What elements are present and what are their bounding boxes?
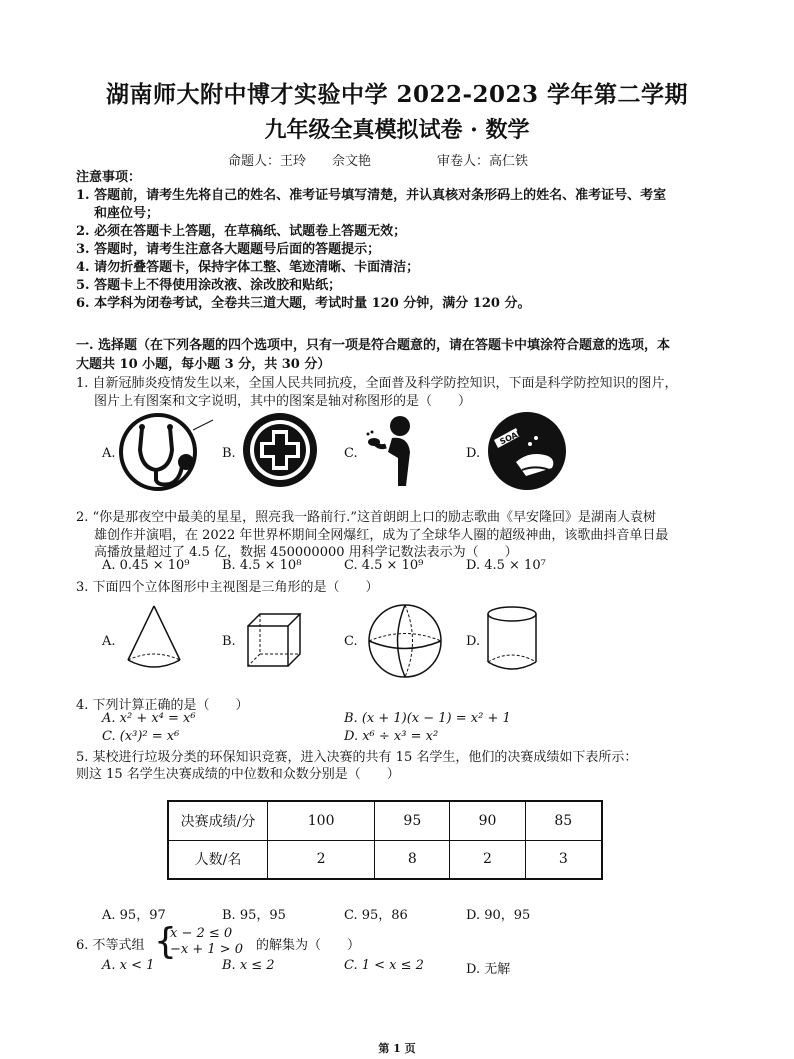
cough-person-icon <box>364 412 424 488</box>
question-5-stem-cont: 则这 15 名学生决赛成绩的中位数和众数分别是（ ） <box>76 767 400 782</box>
reviewer-line: 审卷人：高仁铁 <box>437 154 529 169</box>
notice-item: 3. 答题时，请考生注意各大题题号后面的答题提示； <box>76 242 381 257</box>
q2-option-d: D. 4.5 × 10⁷ <box>466 558 546 573</box>
cylinder-shape <box>484 604 540 674</box>
soap-label: SOAP <box>498 427 525 447</box>
q3-label-a: A. <box>102 634 116 649</box>
question-2-stem-cont: 高播放量超过了 4.5 亿，数据 450000000 用科学记数法表示为（ ） <box>94 545 518 560</box>
section-heading-cont: 大题共 10 小题，每小题 3 分，共 30 分） <box>76 357 331 372</box>
section-heading: 一. 选择题（在下列各题的四个选项中，只有一项是符合题意的，请在答题卡中填涂符合题意的选项，本 <box>76 338 671 353</box>
cone-shape <box>124 602 184 672</box>
table-cell: 90 <box>450 801 525 840</box>
q5-option-d: D. 90，95 <box>466 908 531 923</box>
q6-option-c: C. 1 < x ≤ 2 <box>344 958 424 973</box>
stethoscope-icon <box>118 410 218 492</box>
q4-option-d: D. x⁶ ÷ x³ = x² <box>344 729 439 744</box>
q2-option-c: C. 4.5 × 10⁹ <box>344 558 424 573</box>
q1-label-b: B. <box>222 446 236 461</box>
question-4-stem: 4. 下列计算正确的是（ ） <box>76 698 249 713</box>
exam-title: 湖南师大附中博才实验中学 2022-2023 学年第二学期 <box>105 81 689 108</box>
q3-label-b: B. <box>222 634 236 649</box>
handwash-icon <box>486 410 568 492</box>
table-row <box>168 840 602 879</box>
q1-label-c: C. <box>344 446 358 461</box>
cube-shape <box>244 610 304 670</box>
q6-option-d: D. 无解 <box>466 962 511 977</box>
notice-item: 4. 请勿折叠答题卡，保持字体工整、笔迹清晰、卡面清洁； <box>76 260 420 275</box>
question-3-stem: 3. 下面四个立体图形中主视图是三角形的是（ ） <box>76 580 379 595</box>
notice-item: 5. 答题卡上不得使用涂改液、涂改胶和贴纸； <box>76 278 342 293</box>
table-cell: 95 <box>375 801 450 840</box>
notice-title: 注意事项： <box>76 170 142 185</box>
question-1-stem-cont: 图片上有图案和文字说明，其中的图案是轴对称图形的是（ ） <box>94 394 472 409</box>
notice-item: 2. 必须在答题卡上答题，在草稿纸、试题卷上答题无效； <box>76 224 407 239</box>
q2-option-b: B. 4.5 × 10⁸ <box>222 558 302 573</box>
question-2-stem: 2. “你是那夜空中最美的星星，照亮我一路前行.”这首朗朗上口的励志歌曲《早安隆回》是湖南人袁树 <box>76 510 656 525</box>
q3-label-c: C. <box>344 634 358 649</box>
question-1-stem: 1. 自新冠肺炎疫情发生以来，全国人民共同抗疫，全面普及科学防控知识，下面是科学防控知识的图片， <box>76 376 678 391</box>
table-cell: 85 <box>525 801 602 840</box>
table-cell: 2 <box>268 840 375 879</box>
q1-label-a: A. <box>102 446 116 461</box>
exam-subtitle: 九年级全真模拟试卷 · 数学 <box>264 117 530 143</box>
inequality-2: −x + 1 > 0 <box>170 942 244 957</box>
question-6-prefix: 6. 不等式组 <box>76 938 145 953</box>
q5-option-c: C. 95，86 <box>344 908 408 923</box>
q4-option-b: B. (x + 1)(x − 1) = x² + 1 <box>344 711 511 726</box>
q5-option-a: A. 95，97 <box>102 908 166 923</box>
q1-label-d: D. <box>466 446 481 461</box>
notice-item: 6. 本学科为闭卷考试，全卷共三道大题，考试时量 120 分钟，满分 120 分。 <box>76 296 531 311</box>
brace-icon: { <box>154 921 177 962</box>
q4-option-a: A. x² + x⁴ = x⁶ <box>102 711 196 726</box>
q5-option-b: B. 95，95 <box>222 908 286 923</box>
table-cell: 100 <box>268 801 375 840</box>
table-cell: 决赛成绩/分 <box>168 801 268 840</box>
question-5-stem: 5. 某校进行垃圾分类的环保知识竞赛，进入决赛的共有 15 名学生，他们的决赛成绩如下表所示： <box>76 750 638 765</box>
question-2-stem-cont: 雄创作并演唱，在 2022 年世界杯期间全网爆红，成为了全球华人圈的超级神曲，该歌曲抖音单日最 <box>94 528 669 543</box>
table-cell: 3 <box>525 840 602 879</box>
sphere-shape <box>366 602 444 680</box>
page-number: 第 1 页 <box>378 1042 416 1055</box>
q6-option-b: B. x ≤ 2 <box>222 958 275 973</box>
table-row <box>168 801 602 840</box>
author-line: 命题人：王玲 佘文艳 <box>228 154 372 169</box>
notice-item: 1. 答题前，请考生先将自己的姓名、准考证号填写清楚，并认真核对条形码上的姓名、准考证号、考室 <box>76 188 667 203</box>
question-6-suffix: 的解集为（ ） <box>256 938 361 953</box>
table-cell: 8 <box>375 840 450 879</box>
notice-item: 和座位号； <box>94 206 160 221</box>
medical-cross-icon <box>240 410 320 490</box>
table-cell: 人数/名 <box>168 840 268 879</box>
q4-option-c: C. (x³)² = x⁶ <box>102 729 180 744</box>
q6-option-a: A. x < 1 <box>102 958 155 973</box>
table-cell: 2 <box>450 840 525 879</box>
score-table <box>167 800 603 880</box>
q2-option-a: A. 0.45 × 10⁹ <box>102 558 190 573</box>
q3-label-d: D. <box>466 634 481 649</box>
inequality-1: x − 2 ≤ 0 <box>170 926 233 941</box>
